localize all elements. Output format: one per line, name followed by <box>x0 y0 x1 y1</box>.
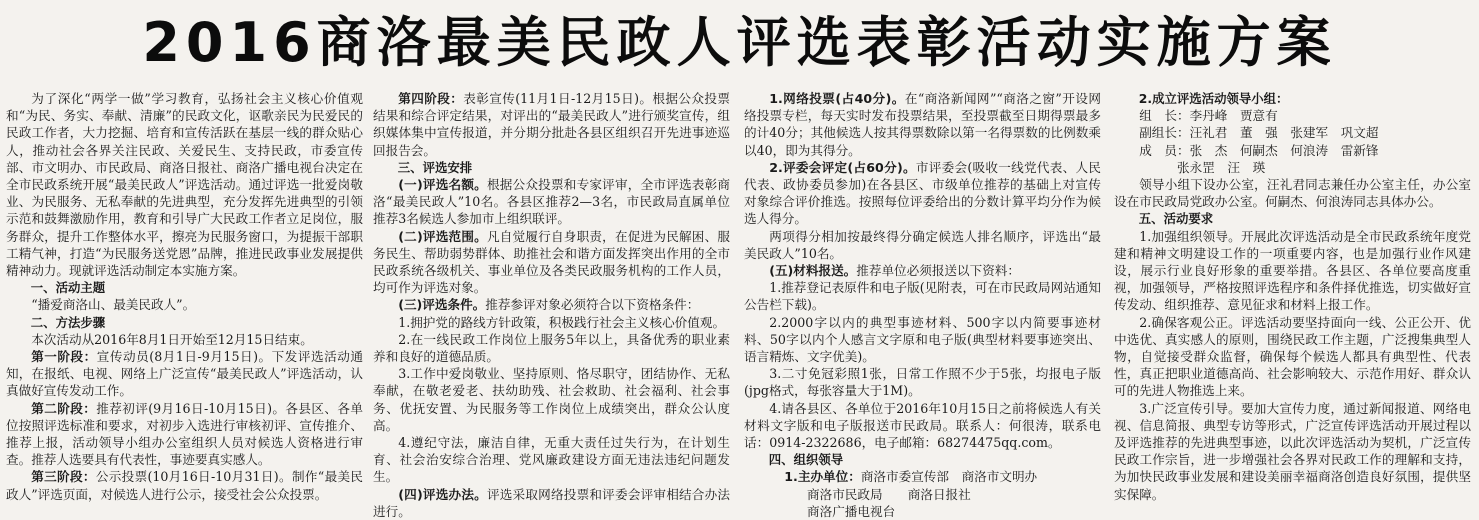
total-score-text: 两项得分相加按最终得分确定候选人排名顺序，评选出“最美民政人”10名。 <box>744 228 1101 261</box>
text-column-3 <box>744 90 1101 519</box>
scope-label: (二)评选范围。 <box>398 228 487 244</box>
organizer-label: 1.主办单位： <box>784 469 861 485</box>
online-vote-text: 在“商洛新闻网”“商洛之窗”开设网络投票专栏，每天实时发布投票结果，至投票截至日期得票最多的计40分；其他候选人按其得票数除以第一名得票数的比例数乘以40，即为其得分。 <box>744 91 1101 158</box>
leading-group-line: 副组长：汪礼君 董 强 张建军 巩文超 <box>1139 125 1379 141</box>
leading-group-line: 组 长：李丹峰 贾意有 <box>1139 108 1278 124</box>
material-item: 1.推荐登记表原件和电子版(见附表，可在市民政局网站通知公告栏下载)。 <box>744 280 1101 313</box>
office-text: 领导小组下设办公室，汪礼君同志兼任办公室主任，办公室设在市民政局党政办公室。何嗣杰、何浪涛同志具体办公。 <box>1114 177 1471 210</box>
organizer-line <box>744 468 1101 485</box>
intro-paragraph: 为了深化“两学一做”学习教育，弘扬社会主义核心价值观和“为民、务实、奉献、清廉”的民政文化，讴歌亲民为民爱民的民政工作者，大力挖掘、培育和宣传活跃在基层一线的群众贴心人，推动社会各界关注民政、关爱民生、支持民政，市委宣传部、市文明办、市民政局、商洛日报社、商洛广播电视台决定在全市民政系统开展“最美民政人”评选活动。通过评选一批爱岗敬业、为民服务、无私奉献的先进典型，充分发挥先进典型的引领示范和鼓舞激励作用，教育和引导广大民政工作者立足岗位，服务群众，提升工作整体水平，擦亮为民服务窗口，为提振干部职工精气神，打造“为民服务送党恩”品牌，推进民政事业发展提供精神动力。现就评选活动制定本实施方案。 <box>6 91 363 279</box>
section-heading-theme: 一、活动主题 <box>30 280 106 296</box>
stage-2-label: 第二阶段： <box>31 400 97 416</box>
method-label: (四)评选办法。 <box>398 486 487 502</box>
page-title: 2016商洛最美民政人评选表彰活动实施方案 <box>142 11 1337 74</box>
condition-item: 1.拥护党的路线方针政策，积极践行社会主义核心价值观。 <box>398 314 726 330</box>
conditions-text: 推荐参评对象必须符合以下资格条件： <box>485 297 700 313</box>
quota-text: 根据公众投票和专家评审，全市评选表彰商洛“最美民政人”10名。各县区推荐2—3名，市民政局直属单位推荐3名候选人参加市上组织联评。 <box>373 177 731 227</box>
online-vote-label: 1.网络投票(占40分)。 <box>769 91 905 106</box>
condition-item: 2.在一线民政工作岗位上服务5年以上，具备优秀的职业素养和良好的道德品质。 <box>373 331 730 365</box>
online-vote-paragraph <box>744 90 1101 159</box>
requirement-item: 1.加强组织领导。开展此次评选活动是全市民政系统年度党建和精神文明建设工作的一项重要内容，也是加强行业作风建设，展示行业良好形象的重要举措。各县区、各单位要高度重视，加强领导，严格按照评选程序和条件择优推选，切实做好宣传发动、组织推荐、意见征求和材料上报工作。 <box>1114 228 1471 313</box>
material-item: 4.请各县区、各单位于2016年10月15日之前将候选人有关材料文字版和电子版报送市民政局。联系人：何很涛，联系电话：0914-2322686，电子邮箱：68274475qq.com。 <box>744 400 1101 451</box>
materials-text: 推荐单位必须报送以下资料： <box>856 263 1020 279</box>
text-column-1 <box>6 90 363 510</box>
stage-4-paragraph <box>373 90 730 159</box>
material-item: 2.2000字以内的典型事迹材料、500字以内简要事迹材料、50字以内个人感言文字原和电子版(典型材料要事迹突出、语言精炼、文字优美)。 <box>744 314 1101 365</box>
material-item: 3.二寸免冠彩照1张，日常工作照不少于5张，均报电子版(jpg格式，每张容量大于1M)。 <box>744 366 1101 399</box>
stage-2-text: 推荐初评(9月16日-10月15日)。各县区、各单位按照评选标准和要求，对初步入选进行审核初评、宣传推介、推荐上报，活动领导小组办公室组织人员对候选人资格进行审查。推荐人选要具有代表性，事迹要真实感人。 <box>6 400 364 468</box>
condition-item: 4.遵纪守法，廉洁自律，无重大责任过失行为，在计划生育、社会治安综合治理、党风廉政建设方面无违法违纪问题发生。 <box>373 435 730 485</box>
conditions-label: (三)评选条件。 <box>398 297 486 313</box>
stage-2-paragraph <box>6 400 363 469</box>
organizer-line: 商洛市民政局 商洛日报社 <box>807 486 971 502</box>
conditions-paragraph <box>373 296 730 313</box>
stage-3-paragraph <box>6 468 363 502</box>
stage-4-label: 第四阶段： <box>398 91 464 106</box>
section-heading-requirements: 五、活动要求 <box>1138 211 1214 227</box>
organizer-line: 商洛广播电视台 <box>807 503 896 519</box>
stage-4-text: 表彰宣传(11月1日-12月15日)。根据公众投票结果和综合评定结果，对评出的“最美民政人”进行颁奖宣传，组织媒体集中宣传报道，并分期分批赴各县区组织召开先进事迹巡回报告会。 <box>373 91 731 158</box>
leading-group-line: 张永罡 汪 瑛 <box>1177 159 1266 175</box>
stage-3-text: 公示投票(10月16日-10月31日)。制作“最美民政人”评选页面，对候选人进行公示，接受社会公众投票。 <box>6 469 364 502</box>
quota-paragraph <box>373 176 730 228</box>
materials-label: (五)材料报送。 <box>769 263 857 279</box>
materials-paragraph <box>744 262 1101 279</box>
section-heading-arrangement: 三、评选安排 <box>397 159 473 175</box>
stage-3-label: 第三阶段： <box>31 469 96 485</box>
stage-1-label: 第一阶段： <box>31 349 97 365</box>
leading-group-title: 2.成立评选活动领导小组： <box>1138 91 1289 106</box>
text-column-4 <box>1114 90 1471 510</box>
committee-label: 2.评委会评定(占60分)。 <box>769 159 916 175</box>
committee-text: 市评委会(吸收一线党代表、人民代表、政协委员参加)在各县区、市级单位推荐的基础上对宣传对象综合评价推选。按照每位评委给出的分数计算平均分作为候选人得分。 <box>744 159 1101 227</box>
quota-label: (一)评选名额。 <box>398 177 487 193</box>
organizer-text: 商洛市委宣传部 商洛市文明办 <box>860 469 1038 485</box>
period-text: 本次活动从2016年8月1日开始至12月15日结束。 <box>31 331 313 347</box>
method-paragraph <box>373 486 730 520</box>
requirement-item: 2.确保客观公正。评选活动要坚持面向一线、公正公开、优中选优、真实感人的原则，围绕民政工作主题，广泛搜集典型人物，自觉接受群众监督，确保每个候选人都具有典型性、代表性，真正把职业道德高尚、社会影响较大、示范作用好、群众认可的先进人物推选上来。 <box>1114 314 1471 399</box>
committee-paragraph <box>744 159 1101 228</box>
theme-text: “播爱商洛山、最美民政人”。 <box>31 297 196 313</box>
stage-1-text: 宣传动员(8月1日-9月15日)。下发评选活动通知，在报纸、电视、网络上广泛宣传“最美民政人”评选活动，认真做好宣传发动工作。 <box>6 349 363 399</box>
scope-text: 凡自觉履行自身职责，在促进为民解困、服务民生、帮助弱势群体、助推社会和谐方面发挥突出作用的全市民政系统各级机关、事业单位及各类民政服务机构的工作人员，均可作为评选对象。 <box>373 228 731 296</box>
requirement-item: 3.广泛宣传引导。要加大宣传力度，通过新闻报道、网络电视、信息简报、典型专访等形式，广泛宣传评选活动开展过程以及评选推荐的先进典型事迹，以此次评选活动为契机，广泛宣传民政工作宗旨，进一步增强社会各界对民政工作的理解和支持，为加快民政事业发展和建设美丽幸福商洛创造良好氛围，提供坚实保障。 <box>1114 400 1471 502</box>
method-text: 评选采取网络投票和评委会评审相结合办法进行。 <box>373 486 731 519</box>
section-heading-steps: 二、方法步骤 <box>30 314 106 330</box>
section-heading-leadership: 四、组织领导 <box>768 452 844 468</box>
text-column-2 <box>373 90 731 519</box>
stage-1-paragraph <box>6 348 363 400</box>
scope-paragraph <box>373 228 730 297</box>
leading-group-line: 成 员：张 杰 何嗣杰 何浪涛 雷新锋 <box>1139 142 1379 158</box>
condition-item: 3.工作中爱岗敬业、坚持原则、恪尽职守，团结协作、无私奉献，在敬老爱老、扶幼助残、社会救助、社会福利、社会事务、优抚安置、为民服务等工作岗位上成绩突出，群众公认度高。 <box>373 366 730 433</box>
